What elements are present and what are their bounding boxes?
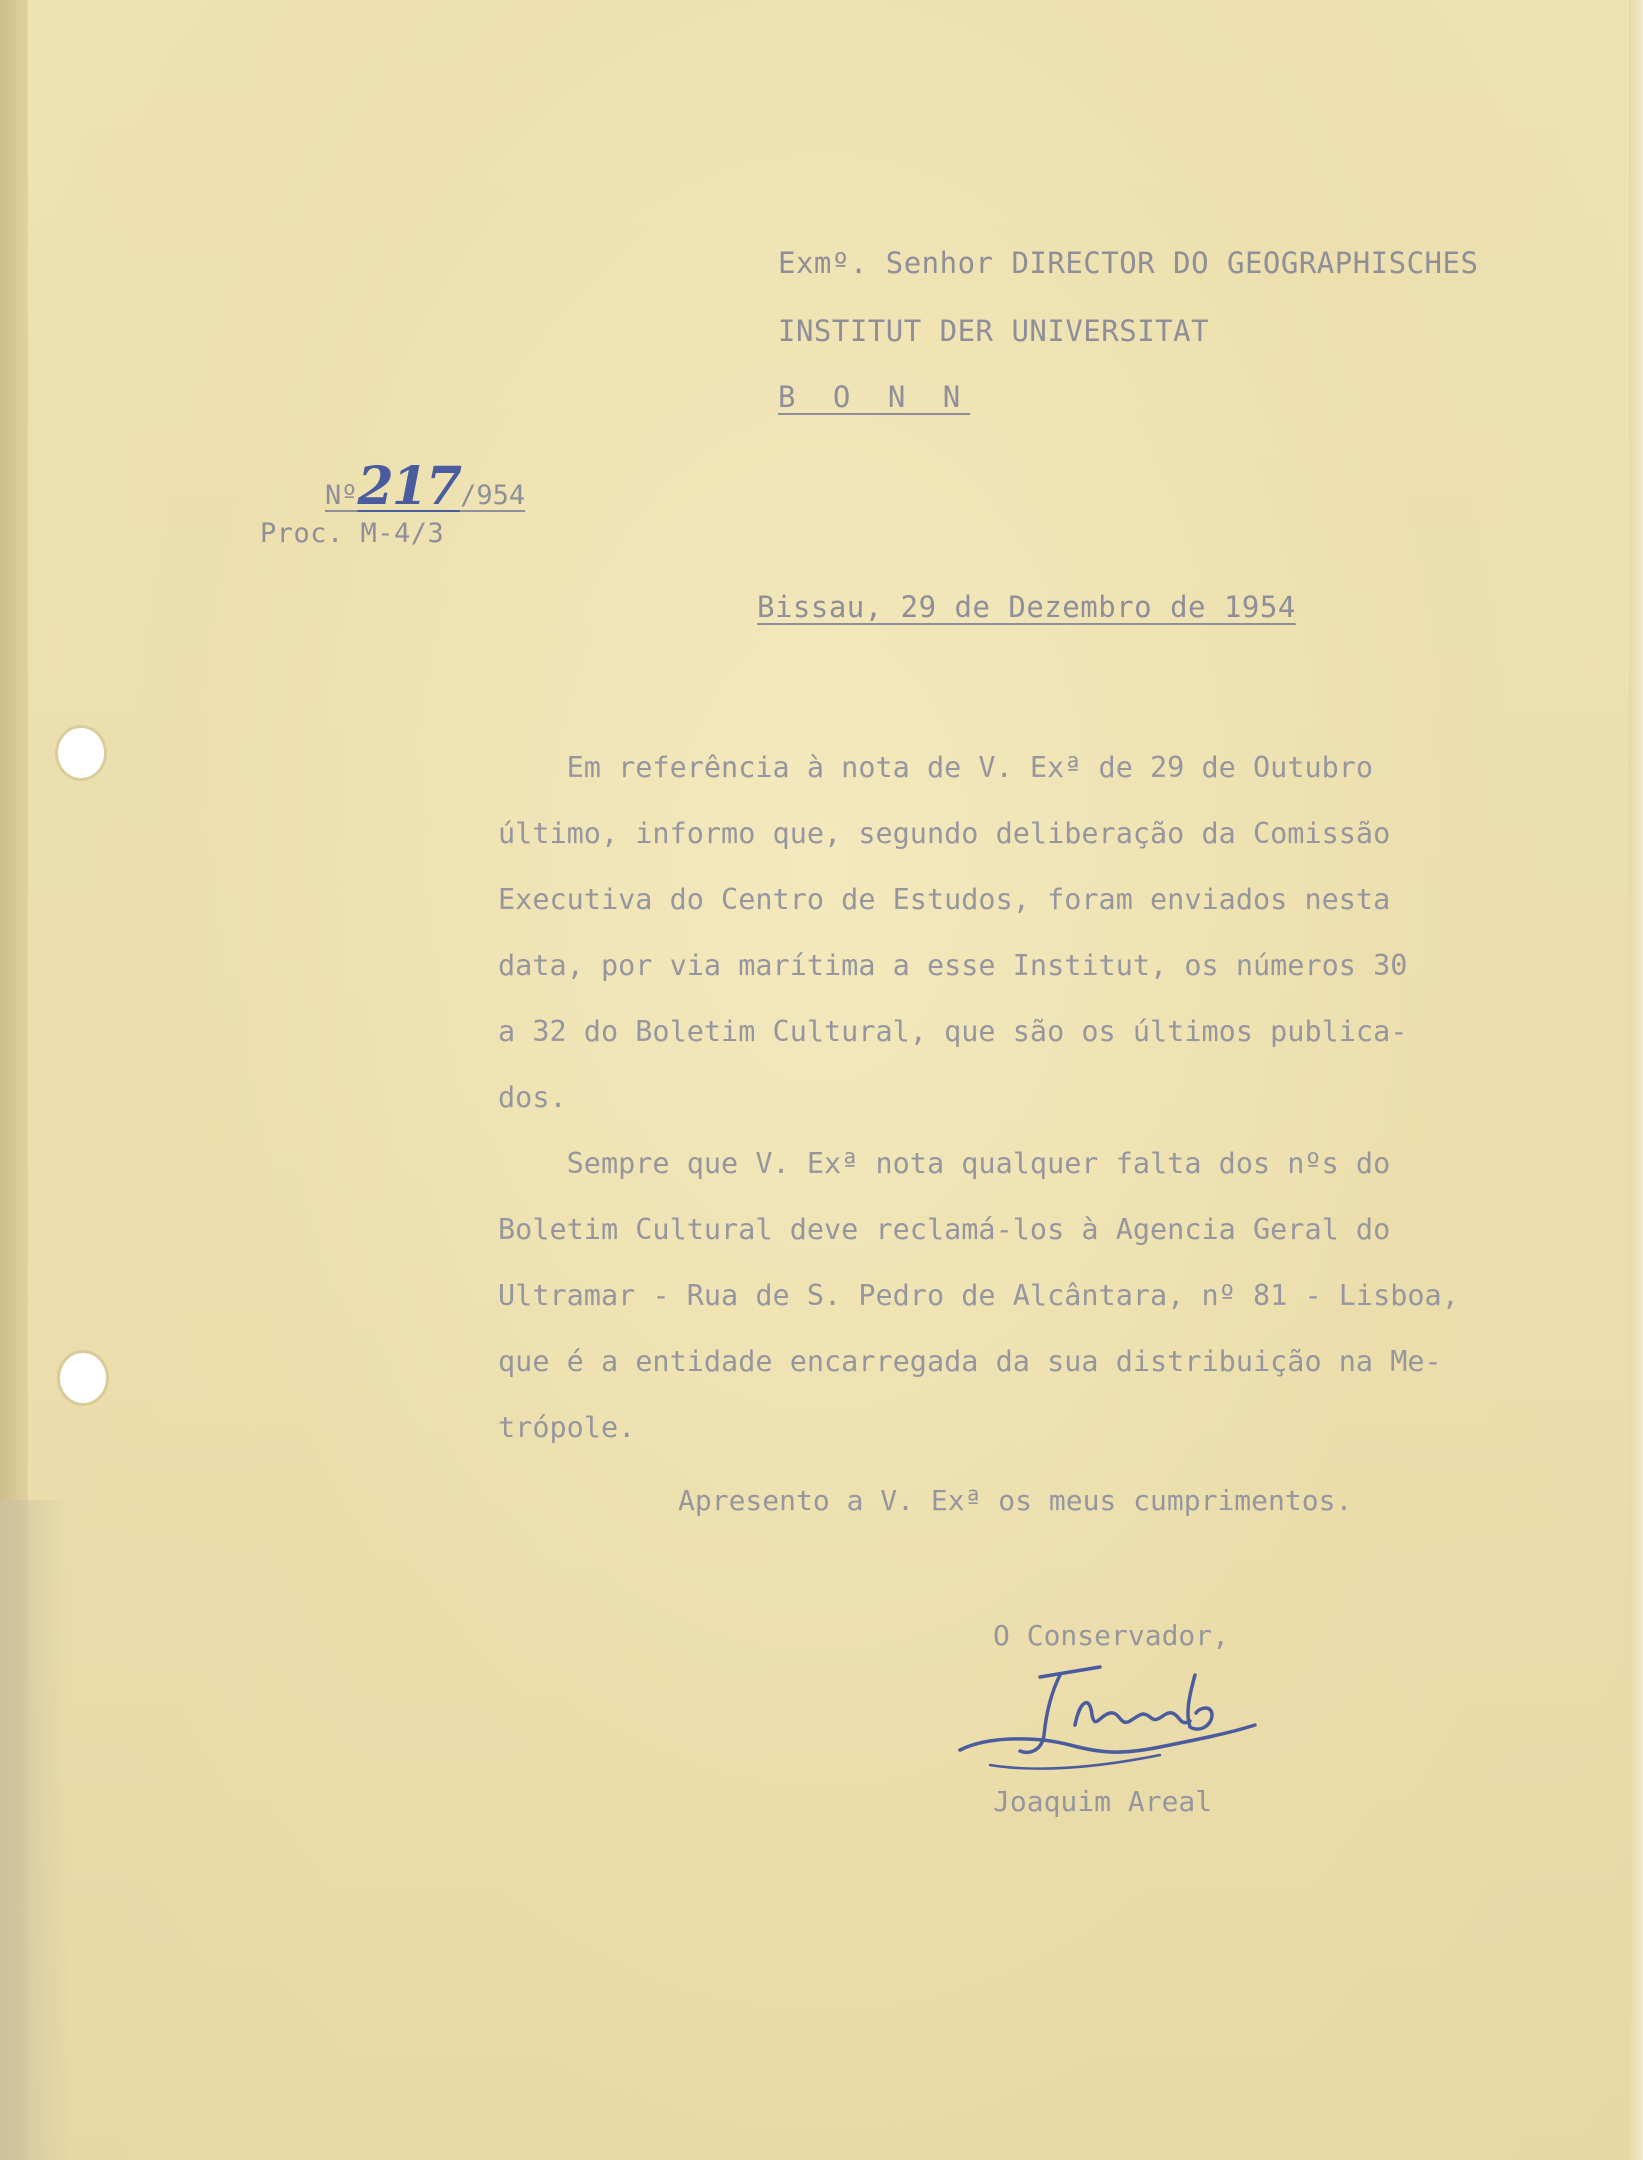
reference-year: /954	[460, 480, 526, 511]
handwritten-signature	[950, 1655, 1270, 1785]
paper-right-edge	[1629, 0, 1643, 2160]
process-number: Proc. M-4/3	[260, 518, 445, 549]
body-line: dos.	[498, 1081, 567, 1114]
signature-title: O Conservador,	[993, 1619, 1230, 1652]
body-line: Em referência à nota de V. Exª de 29 de Outubro	[498, 751, 1374, 784]
body-line: Ultramar - Rua de S. Pedro de Alcântara, nº 81 - Lisboa,	[498, 1279, 1459, 1312]
body-line: data, por via marítima a esse Institut, os números 30	[498, 949, 1408, 982]
body-line: Boletim Cultural deve reclamá-los à Agencia Geral do	[498, 1213, 1391, 1246]
punch-hole-top	[58, 728, 104, 778]
body-line: que é a entidade encarregada da sua distribuição na Me-	[498, 1345, 1442, 1378]
body-line: a 32 do Boletim Cultural, que são os últimos publica-	[498, 1015, 1408, 1048]
underlying-sheet-shadow	[0, 1500, 70, 2160]
reference-prefix: Nº	[325, 480, 358, 511]
body-line: Executiva do Centro de Estudos, foram enviados nesta	[498, 883, 1391, 916]
signatory-name: Joaquim Areal	[993, 1785, 1213, 1818]
date-line: Bissau, 29 de Dezembro de 1954	[757, 590, 1296, 624]
body-line: último, informo que, segundo deliberação da Comissão	[498, 817, 1391, 850]
punch-hole-bottom	[60, 1353, 106, 1403]
body-line: Sempre que V. Exª nota qualquer falta dos nºs do	[498, 1147, 1391, 1180]
recipient-line-1: Exmº. Senhor DIRECTOR DO GEOGRAPHISCHES	[778, 246, 1479, 280]
letter-body	[498, 735, 1628, 1461]
body-line: trópole.	[498, 1411, 636, 1444]
recipient-city: B O N N	[778, 380, 971, 414]
recipient-line-2: INSTITUT DER UNIVERSITAT	[778, 314, 1210, 348]
reference-handwritten-number: 217	[357, 456, 461, 517]
closing-line: Apresento a V. Exª os meus cumprimentos.	[678, 1484, 1353, 1517]
